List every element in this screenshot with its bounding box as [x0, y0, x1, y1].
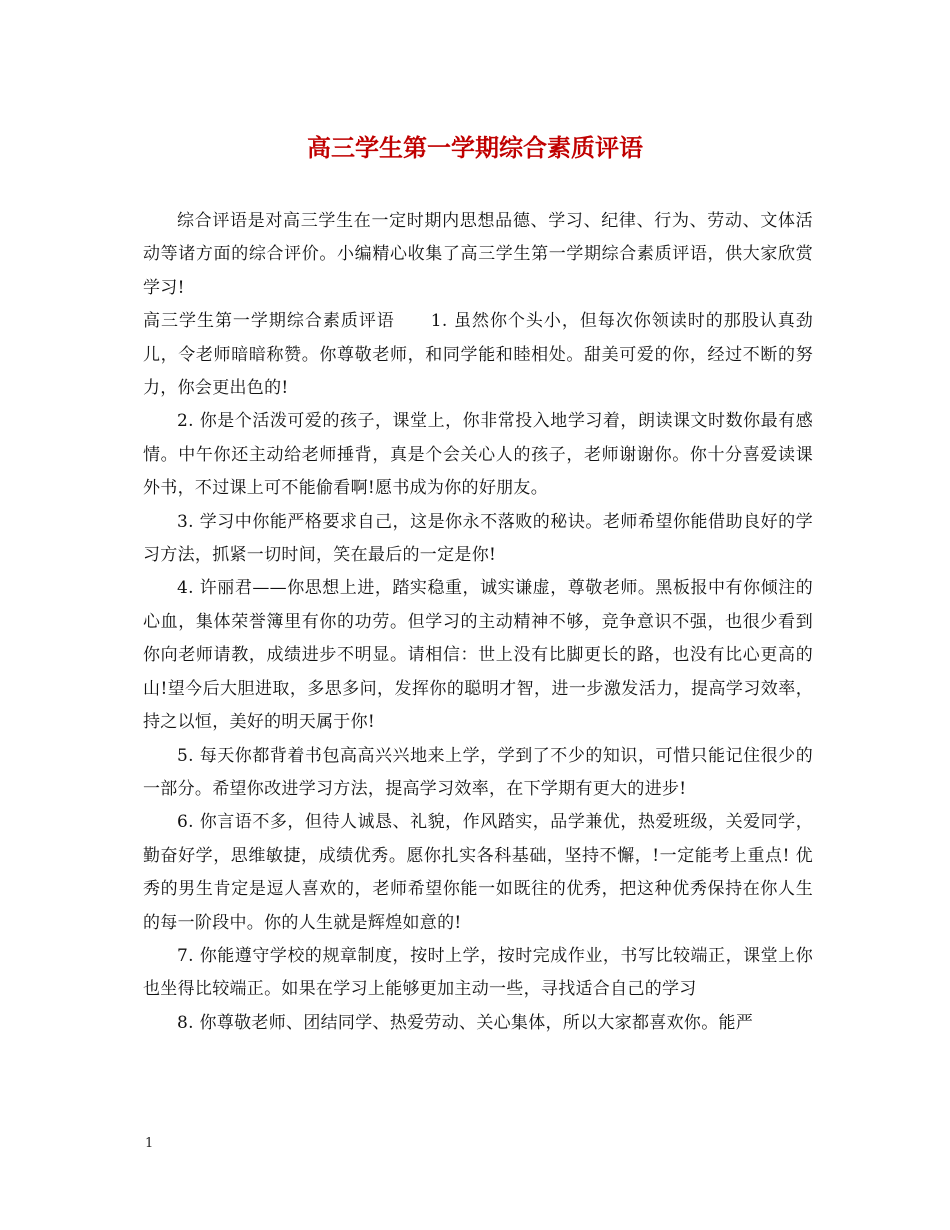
comment-paragraph-2: 2. 你是个活泼可爱的孩子，课堂上，你非常投入地学习着，朗读课文时数你最有感情。中午你还主动给老师捶背，真是个会关心人的孩子，老师谢谢你。你十分喜爱读课外书，不过课上可不能偷看啊!愿书成为你的好朋友。	[143, 411, 813, 499]
comment-paragraph-4: 4. 许丽君——你思想上进，踏实稳重，诚实谦虚，尊敬老师。黑板报中有你倾注的心血，集体荣誉簿里有你的功劳。但学习的主动精神不够，竞争意识不强，也很少看到你向老师请教，成绩进步不明显。请相信：世上没有比脚更长的路，也没有比心更高的山!望今后大胆进取，多思多问，发挥你的聪明才智，进一步激发活力，提高学习效率，持之以恒，美好的明天属于你!	[143, 578, 813, 733]
document-title: 高三学生第一学期综合素质评语	[307, 133, 643, 162]
comment-paragraph-5: 5. 每天你都背着书包高高兴兴地来上学，学到了不少的知识，可惜只能记住很少的一部分。希望你改进学习方法，提高学习效率，在下学期有更大的进步!	[143, 745, 813, 799]
comment-paragraph-3: 3. 学习中你能严格要求自己，这是你永不落败的秘诀。老师希望你能借助良好的学习方法，抓紧一切时间，笑在最后的一定是你!	[143, 511, 813, 566]
document-body	[143, 205, 813, 1040]
comment-paragraph-8: 8. 你尊敬老师、团结同学、热爱劳动、关心集体，所以大家都喜欢你。能严	[177, 1012, 754, 1033]
page-number: 1	[145, 1136, 154, 1151]
comment-paragraph-1: 高三学生第一学期综合素质评语 1. 虽然你个头小，但每次你领读时的那股认真劲儿，令老师暗暗称赞。你尊敬老师，和同学能和睦相处。甜美可爱的你，经过不断的努力，你会更出色的!	[143, 311, 813, 399]
comment-paragraph-6: 6. 你言语不多，但待人诚恳、礼貌，作风踏实，品学兼优，热爱班级，关爱同学，勤奋好学，思维敏捷，成绩优秀。愿你扎实各科基础，坚持不懈，!一定能考上重点! 优秀的男生肯定是逗人喜欢的，老师希望你能一如既往的优秀，把这种优秀保持在你人生的每一阶段中。你的人生就是辉煌如意的!	[143, 812, 813, 933]
intro-paragraph: 综合评语是对高三学生在一定时期内思想品德、学习、纪律、行为、劳动、文体活动等诸方面的综合评价。小编精心收集了高三学生第一学期综合素质评语，供大家欣赏学习!	[143, 211, 813, 298]
comment-paragraph-7: 7. 你能遵守学校的规章制度，按时上学，按时完成作业，书写比较端正，课堂上你也坐得比较端正。如果在学习上能够更加主动一些，寻找适合自己的学习	[143, 945, 813, 1000]
